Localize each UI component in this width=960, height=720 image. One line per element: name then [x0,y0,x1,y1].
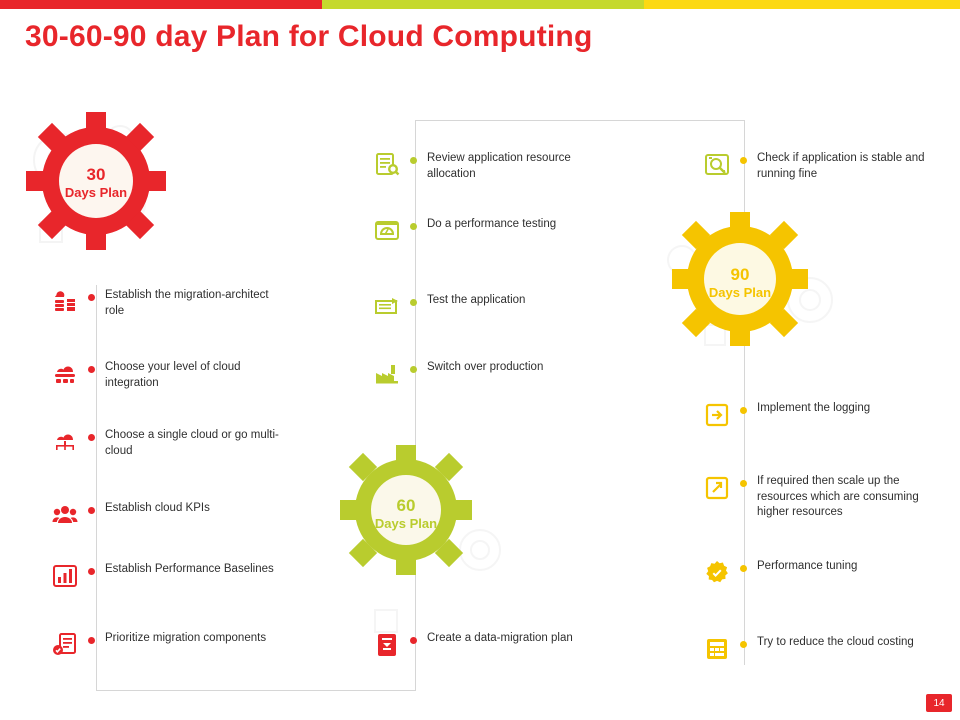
top-color-bar [0,0,960,9]
list-item[interactable] [50,359,290,391]
bullet-dot [740,480,747,487]
topbar-segment-red [0,0,322,9]
list-item[interactable] [702,558,857,588]
list-item-label: Performance tuning [757,560,858,572]
page-title: 30-60-90 day Plan for Cloud Computing [25,20,593,53]
list-item-label: Establish the migration-architect role [105,289,269,317]
list-item-label: Establish Performance Baselines [105,563,274,575]
list-item-label: Try to reduce the cloud costing [757,636,914,648]
list-item-label: Do a performance testing [427,218,557,230]
cloud-network-icon [50,359,80,389]
bullet-dot [88,366,95,373]
bullet-dot [740,565,747,572]
list-item-label: Prioritize migration components [105,632,267,644]
document-review-icon [372,150,402,180]
list-item-label: Check if application is stable and running fine [757,152,925,180]
list-item-label: Create a data-migration plan [427,632,573,644]
list-item[interactable] [50,427,290,459]
gear-90-label: 90 Days Plan [708,265,772,301]
list-item[interactable] [372,359,543,389]
connector-line-top-right [415,120,745,121]
document-checklist-icon [50,630,80,660]
bullet-dot [740,641,747,648]
list-item[interactable] [372,292,525,322]
cost-reduce-icon [702,634,732,664]
factory-production-icon [372,359,402,389]
list-item-label: Test the application [427,294,526,306]
bullet-dot [88,434,95,441]
cloud-server-icon [50,287,80,317]
bullet-dot [410,299,417,306]
list-item[interactable] [702,634,914,664]
gear-90-days [672,212,808,346]
list-item[interactable] [702,400,870,430]
list-item-label: Implement the logging [757,402,871,414]
bullet-dot [740,407,747,414]
test-application-icon [372,292,402,322]
performance-gauge-icon [372,216,402,246]
performance-tuning-icon [702,558,732,588]
bullet-dot [740,157,747,164]
bar-chart-icon [50,561,80,591]
list-item-label: Choose your level of cloud integration [105,361,241,389]
bullet-dot [88,637,95,644]
list-item-label: Review application resource allocation [427,152,571,180]
bullet-dot [88,568,95,575]
list-item[interactable] [372,216,556,246]
gear-60-days [340,445,472,575]
list-item[interactable] [50,287,290,319]
bullet-dot [410,223,417,230]
list-item[interactable] [372,630,573,660]
list-item[interactable] [372,150,612,182]
list-item[interactable] [50,630,266,660]
gear-60-label: 60 Days Plan [374,496,438,532]
connector-line-bottom-left [96,690,416,691]
bullet-dot [88,294,95,301]
cloud-multi-icon [50,427,80,457]
login-arrow-icon [702,400,732,430]
list-item[interactable] [702,150,942,182]
list-item[interactable] [50,500,210,530]
list-item-label: If required then scale up the resources which are consuming higher resources [757,475,919,519]
page-number-badge: 14 [926,694,952,712]
bullet-dot [88,507,95,514]
people-group-icon [50,500,80,530]
list-item[interactable] [50,561,274,591]
stability-check-icon [702,150,732,180]
gear-30-label: 30 Days Plan [64,165,128,201]
scale-up-icon [702,473,732,503]
data-migration-plan-icon [372,630,402,660]
bullet-dot [410,366,417,373]
list-item-label: Switch over production [427,361,544,373]
list-item-label: Choose a single cloud or go multi-cloud [105,429,279,457]
gear-30-days [26,112,166,250]
bullet-dot [410,637,417,644]
list-item[interactable] [702,473,942,521]
bullet-dot [410,157,417,164]
topbar-segment-yellow [644,0,960,9]
list-item-label: Establish cloud KPIs [105,502,210,514]
topbar-segment-green [322,0,644,9]
